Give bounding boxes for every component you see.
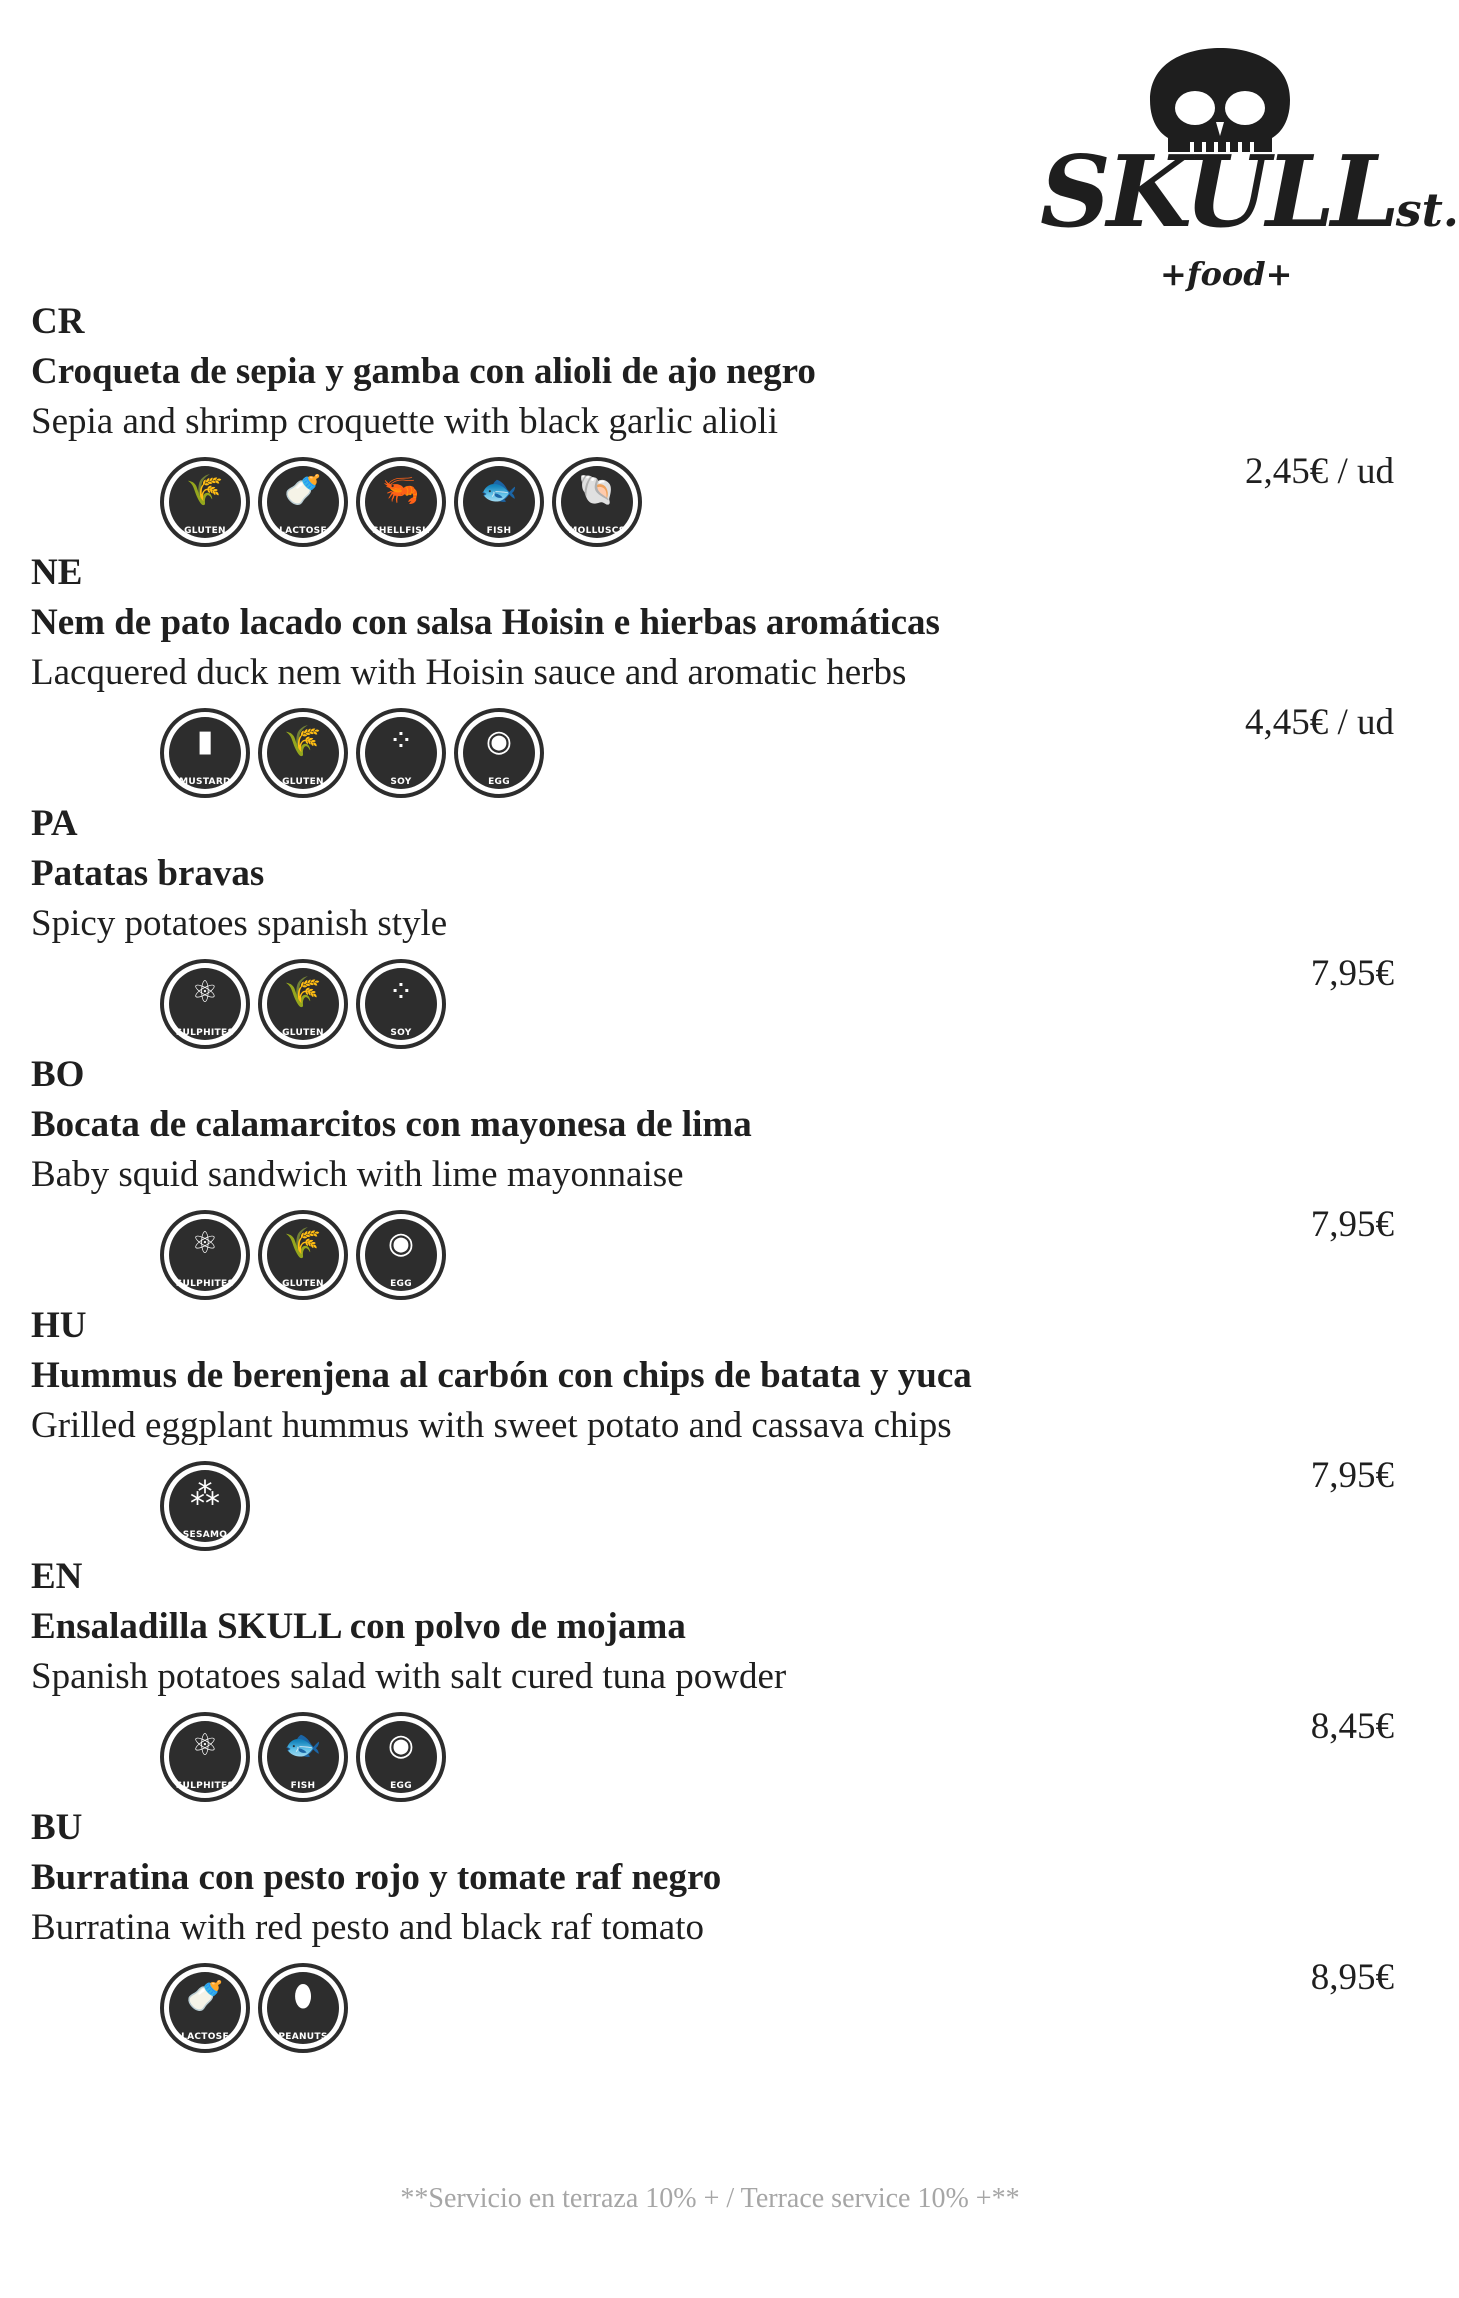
allergen-badge <box>160 457 250 547</box>
item-name-spanish: Nem de pato lacado con salsa Hoisin e hierbas aromáticas <box>31 602 940 643</box>
allergen-badge <box>160 1210 250 1300</box>
allergen-label: EGG <box>390 1781 412 1791</box>
allergen-badge <box>356 959 446 1049</box>
logo-wordmark: SKULLst. <box>1040 135 1459 250</box>
allergen-label: SULPHITES <box>175 1028 235 1038</box>
wheat-icon: 🌾 <box>284 724 322 759</box>
menu-item <box>0 300 1420 552</box>
milk-bottle-icon: 🍼 <box>186 1979 224 2014</box>
allergen-badge <box>258 1712 348 1802</box>
allergen-label: FISH <box>486 526 512 536</box>
allergen-label: SULPHITES <box>175 1279 235 1289</box>
allergen-label: SULPHITES <box>175 1781 235 1791</box>
egg-icon: ◉ <box>387 1728 415 1763</box>
menu-item <box>0 551 1420 803</box>
allergen-list <box>160 1712 446 1808</box>
allergen-label: GLUTEN <box>184 526 226 536</box>
allergen-label: SHELLFISH <box>372 526 430 536</box>
allergen-label: EGG <box>488 777 510 787</box>
item-name-spanish: Croqueta de sepia y gamba con alioli de ajo negro <box>31 351 816 392</box>
molecule-icon: ⚛ <box>191 1226 219 1261</box>
allergen-list <box>160 1963 348 2059</box>
allergen-label: MOLLUSCS <box>568 526 626 536</box>
allergen-list <box>160 1210 446 1306</box>
item-name-english: Lacquered duck nem with Hoisin sauce and aromatic herbs <box>31 652 907 693</box>
item-price: 7,95€ <box>1310 1455 1394 1496</box>
item-name-english: Burratina with red pesto and black raf tomato <box>31 1907 704 1948</box>
soy-pod-icon: ⁘ <box>388 975 414 1010</box>
logo-subtitle: +food+ <box>1160 255 1293 293</box>
allergen-badge <box>454 708 544 798</box>
shell-icon: 🐚 <box>578 473 616 508</box>
item-code: NE <box>31 552 83 593</box>
item-price: 2,45€ / ud <box>1244 451 1394 492</box>
menu-item <box>0 1304 1420 1556</box>
allergen-label: GLUTEN <box>282 1279 324 1289</box>
allergen-label: SOY <box>390 777 412 787</box>
allergen-badge <box>552 457 642 547</box>
wheat-icon: 🌾 <box>284 975 322 1010</box>
item-code: PA <box>31 803 78 844</box>
item-name-english: Grilled eggplant hummus with sweet potato and cassava chips <box>31 1405 952 1446</box>
item-name-spanish: Hummus de berenjena al carbón con chips de batata y yuca <box>31 1355 972 1396</box>
item-price: 7,95€ <box>1310 1204 1394 1245</box>
egg-icon: ◉ <box>387 1226 415 1261</box>
molecule-icon: ⚛ <box>191 975 219 1010</box>
item-code: CR <box>31 301 85 342</box>
allergen-list <box>160 959 446 1055</box>
allergen-badge <box>160 1963 250 2053</box>
item-price: 8,95€ <box>1310 1957 1394 1998</box>
allergen-label: LACTOSE <box>181 2032 229 2042</box>
allergen-badge <box>160 1712 250 1802</box>
item-name-spanish: Ensaladilla SKULL con polvo de mojama <box>31 1606 686 1647</box>
allergen-badge <box>356 708 446 798</box>
item-code: BO <box>31 1054 85 1095</box>
fish-icon: 🐟 <box>284 1728 322 1763</box>
sesame-seeds-icon: ⁂ <box>190 1477 220 1512</box>
allergen-label: GLUTEN <box>282 1028 324 1038</box>
item-name-english: Sepia and shrimp croquette with black garlic alioli <box>31 401 778 442</box>
allergen-list <box>160 1461 250 1557</box>
allergen-badge <box>454 457 544 547</box>
allergen-label: GLUTEN <box>282 777 324 787</box>
item-name-spanish: Burratina con pesto rojo y tomate raf negro <box>31 1857 722 1898</box>
item-price: 8,45€ <box>1310 1706 1394 1747</box>
item-name-english: Spanish potatoes salad with salt cured tuna powder <box>31 1656 787 1697</box>
menu-item <box>0 802 1420 1054</box>
allergen-badge <box>160 959 250 1049</box>
allergen-badge <box>160 1461 250 1551</box>
allergen-label: MUSTARD <box>179 777 231 787</box>
wheat-icon: 🌾 <box>284 1226 322 1261</box>
item-price: 4,45€ / ud <box>1244 702 1394 743</box>
allergen-list <box>160 708 544 804</box>
molecule-icon: ⚛ <box>191 1728 219 1763</box>
item-code: EN <box>31 1556 83 1597</box>
shrimp-icon: 🦐 <box>382 473 420 508</box>
soy-pod-icon: ⁘ <box>388 724 414 759</box>
item-name-spanish: Patatas bravas <box>31 853 265 894</box>
allergen-label: EGG <box>390 1279 412 1289</box>
item-name-spanish: Bocata de calamarcitos con mayonesa de lima <box>31 1104 752 1145</box>
allergen-badge <box>258 1210 348 1300</box>
fish-icon: 🐟 <box>480 473 518 508</box>
allergen-badge <box>356 457 446 547</box>
menu-item <box>0 1555 1420 1807</box>
allergen-badge <box>258 1963 348 2053</box>
menu-item <box>0 1053 1420 1305</box>
menu-item <box>0 1806 1420 2058</box>
allergen-badge <box>258 708 348 798</box>
allergen-badge <box>160 708 250 798</box>
item-code: HU <box>31 1305 87 1346</box>
allergen-label: FISH <box>290 1781 316 1791</box>
allergen-label: SOY <box>390 1028 412 1038</box>
mustard-bottle-icon: ▮ <box>196 724 214 759</box>
item-code: BU <box>31 1807 83 1848</box>
allergen-label: PEANUTS <box>278 2032 328 2042</box>
allergen-badge <box>356 1712 446 1802</box>
allergen-badge <box>258 959 348 1049</box>
peanut-icon: ⬮ <box>293 1979 313 2014</box>
service-note: **Servicio en terraza 10% + / Terrace service 10% +** <box>400 2183 1020 2214</box>
allergen-label: SESAMO <box>182 1530 228 1540</box>
allergen-list <box>160 457 642 553</box>
allergen-badge <box>258 457 348 547</box>
logo <box>1040 40 1459 310</box>
item-name-english: Spicy potatoes spanish style <box>31 903 448 944</box>
allergen-label: LACTOSE <box>279 526 327 536</box>
wheat-icon: 🌾 <box>186 473 224 508</box>
milk-bottle-icon: 🍼 <box>284 473 322 508</box>
egg-icon: ◉ <box>485 724 513 759</box>
item-price: 7,95€ <box>1310 953 1394 994</box>
item-name-english: Baby squid sandwich with lime mayonnaise <box>31 1154 684 1195</box>
allergen-badge <box>356 1210 446 1300</box>
